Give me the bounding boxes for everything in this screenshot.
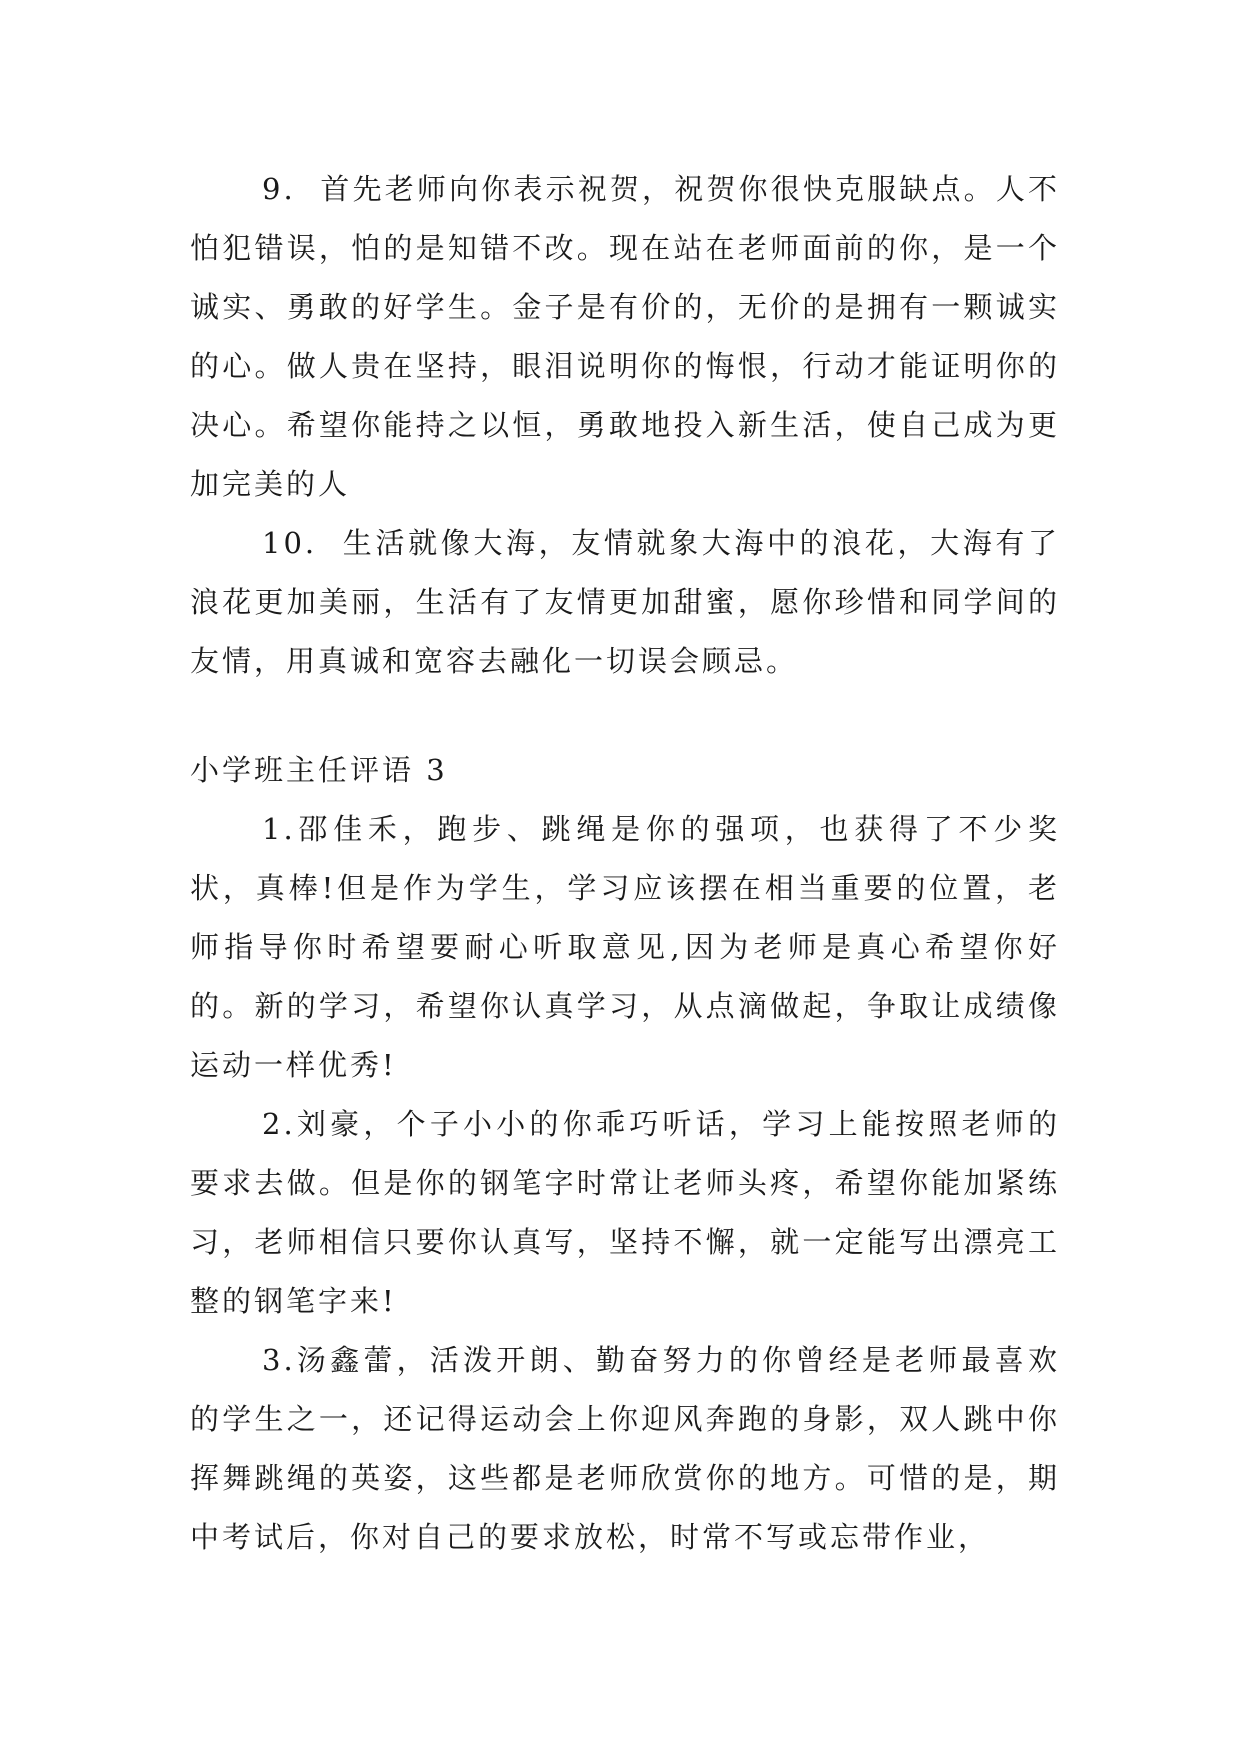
comment-paragraph-2: 2.刘豪，个子小小的你乖巧听话，学习上能按照老师的要求去做。但是你的钢笔字时常让老师头疼，希望你能加紧练习，老师相信只要你认真写，坚持不懈，就一定能写出漂亮工整的钢笔字来! xyxy=(190,1107,1060,1318)
section-heading: 小学班主任评语 3 xyxy=(190,753,448,787)
comment-paragraph-1: 1.邵佳禾，跑步、跳绳是你的强项，也获得了不少奖状，真棒!但是作为学生，学习应该摆在相当重要的位置，老师指导你时希望要耐心听取意见,因为老师是真心希望你好的。新的学习，希望你认真学习，从点滴做起，争取让成绩像运动一样优秀! xyxy=(190,812,1060,1082)
comment-paragraph-3: 3.汤鑫蕾，活泼开朗、勤奋努力的你曾经是老师最喜欢的学生之一，还记得运动会上你迎风奔跑的身影，双人跳中你挥舞跳绳的英姿，这些都是老师欣赏你的地方。可惜的是，期中考试后，你对自己的要求放松，时常不写或忘带作业， xyxy=(190,1343,1060,1554)
comment-paragraph-10: 10. 生活就像大海，友情就象大海中的浪花，大海有了浪花更加美丽，生活有了友情更加甜蜜，愿你珍惜和同学间的友情，用真诚和宽容去融化一切误会顾忌。 xyxy=(190,526,1060,678)
comment-paragraph-9: 9. 首先老师向你表示祝贺，祝贺你很快克服缺点。人不怕犯错误，怕的是知错不改。现在站在老师面前的你，是一个诚实、勇敢的好学生。金子是有价的，无价的是拥有一颗诚实的心。做人贵在坚持，眼泪说明你的悔恨，行动才能证明你的决心。希望你能持之以恒，勇敢地投入新生活，使自己成为更加完美的人 xyxy=(190,172,1060,501)
document-body xyxy=(190,160,1060,1567)
section-spacer xyxy=(190,691,1060,741)
